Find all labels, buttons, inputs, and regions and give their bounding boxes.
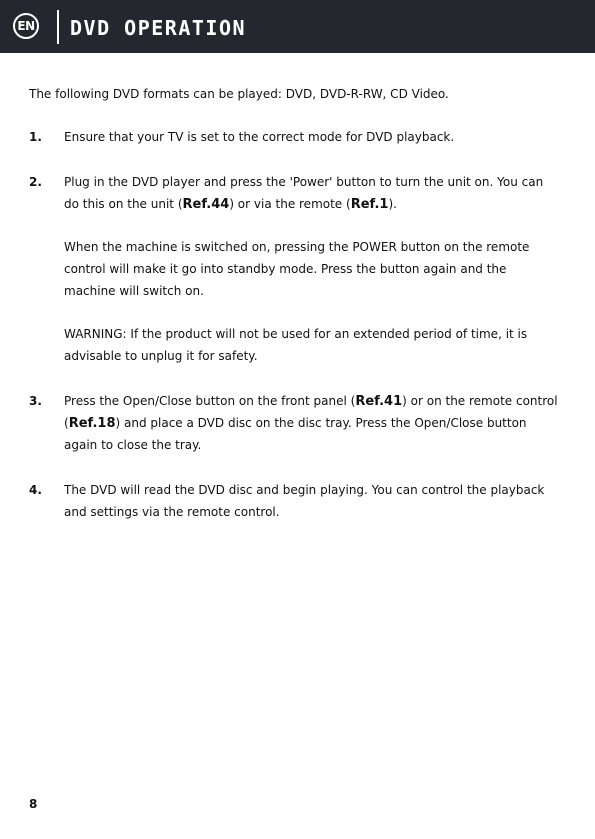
note-line: control will make it go into standby mode. Press the button again and the [64, 262, 507, 276]
reference-label: Ref.1 [350, 197, 389, 212]
step-2-text: ) or via the remote ( [229, 197, 351, 211]
reference-label: Ref.41 [355, 394, 403, 409]
intro-text: The following DVD formats can be played: DVD, DVD-R-RW, CD Video. [29, 87, 449, 101]
step-3-text: ) or on the remote control [402, 394, 558, 408]
warning-line: WARNING: If the product will not be used for an extended period of time, it is [64, 327, 528, 341]
step-3-text: ) and place a DVD disc on the disc tray. Press the Open/Close button [115, 416, 527, 430]
step-3-line-1 [64, 390, 558, 413]
header-bar [0, 0, 595, 53]
step-number: 4. [29, 483, 42, 497]
reference-label: Ref.44 [182, 197, 230, 212]
reference-label: Ref.18 [68, 416, 116, 431]
step-number: 1. [29, 130, 42, 144]
note-line: machine will switch on. [64, 284, 204, 298]
step-2-line-2 [64, 193, 397, 216]
warning-line: advisable to unplug it for safety. [64, 349, 258, 363]
step-2-line-1: Plug in the DVD player and press the 'Power' button to turn the unit on. You can [64, 175, 544, 189]
note-line: When the machine is switched on, pressing the POWER button on the remote [64, 240, 530, 254]
step-3-text: Press the Open/Close button on the front panel ( [64, 394, 356, 408]
language-badge: EN [13, 13, 39, 39]
step-3-line-2 [64, 412, 527, 435]
step-2-text: ). [388, 197, 397, 211]
step-number: 3. [29, 394, 42, 408]
page-title: DVD OPERATION [70, 16, 247, 40]
step-3-text: ( [64, 416, 69, 430]
step-4-line-1: The DVD will read the DVD disc and begin playing. You can control the playback [64, 483, 545, 497]
step-1-text: Ensure that your TV is set to the correct mode for DVD playback. [64, 130, 455, 144]
step-4-line-2: and settings via the remote control. [64, 505, 280, 519]
step-3-line-3: again to close the tray. [64, 438, 202, 452]
header-divider [57, 10, 59, 44]
step-2-text: do this on the unit ( [64, 197, 183, 211]
step-number: 2. [29, 175, 42, 189]
page-number: 8 [29, 797, 38, 811]
